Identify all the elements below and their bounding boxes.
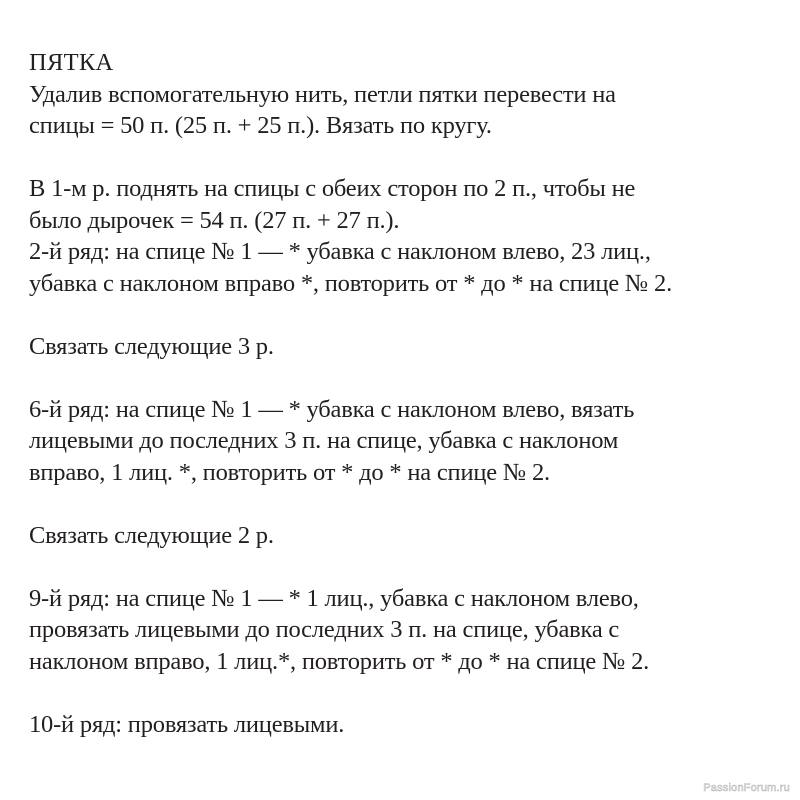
text-line: 6-й ряд: на спице № 1 — * убавка с наклоном влево, вязать — [29, 395, 635, 423]
paragraph-next-3-rows — [29, 331, 789, 363]
text-line: Связать следующие 2 р. — [29, 521, 274, 549]
paragraph-next-2-rows — [29, 520, 789, 552]
text-line: вправо, 1 лиц. *, повторить от * до * на спице № 2. — [29, 458, 550, 486]
paragraph-gap — [29, 488, 789, 520]
document-page — [29, 47, 789, 740]
text-line: 9-й ряд: на спице № 1 — * 1 лиц., убавка с наклоном влево, — [29, 584, 639, 612]
text-line: 2-й ряд: на спице № 1 — * убавка с наклоном влево, 23 лиц., — [29, 238, 651, 265]
text-line: было дырочек = 54 п. (27 п. + 27 п.). — [29, 206, 400, 234]
text-line: наклоном вправо, 1 лиц.*, повторить от * до * на спице № 2. — [29, 647, 650, 675]
paragraph-intro — [29, 79, 789, 142]
paragraph-rows-1-2 — [29, 173, 789, 299]
text-line: В 1-м р. поднять на спицы с обеих сторон по 2 п., чтобы не — [29, 175, 636, 202]
paragraph-gap — [29, 677, 789, 709]
watermark: PassionForum.ru — [703, 782, 790, 794]
text-line: спицы = 50 п. (25 п. + 25 п.). Вязать по кругу. — [29, 112, 492, 139]
paragraph-row-6 — [29, 394, 789, 489]
paragraph-row-10 — [29, 709, 789, 741]
text-line: убавка с наклоном вправо *, повторить от * до * на спице № 2. — [29, 269, 672, 297]
paragraph-row-9 — [29, 583, 789, 678]
text-line: провязать лицевыми до последних 3 п. на спице, убавка с — [29, 616, 620, 643]
text-line: 10-й ряд: провязать лицевыми. — [29, 710, 345, 738]
text-line: Связать следующие 3 р. — [29, 332, 274, 360]
section-title: ПЯТКА — [29, 49, 114, 76]
text-line: Удалив вспомогательную нить, петли пятки перевести на — [29, 80, 616, 108]
paragraph-gap — [29, 299, 789, 331]
paragraph-gap — [29, 551, 789, 583]
text-line: лицевыми до последних 3 п. на спице, убавка с наклоном — [29, 427, 619, 454]
paragraph-gap — [29, 362, 789, 394]
paragraph-gap — [29, 142, 789, 174]
